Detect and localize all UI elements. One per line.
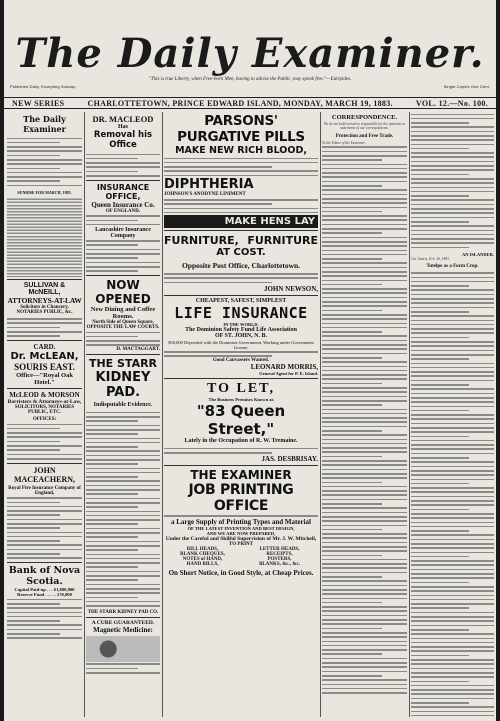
masthead-right-note: Single Copies One Cent. [443, 84, 490, 89]
to-let-heading: TO LET, [207, 381, 275, 397]
in-the-world: IN THE WORLD. [223, 321, 259, 327]
subscription-text [7, 136, 82, 188]
card-office: Office—"Royal Oak Hotel." [16, 372, 73, 387]
offices-label: OFFICES: [32, 417, 57, 423]
masthead [4, 4, 496, 100]
st-john: OF ST. JOHN, N. B. [214, 332, 267, 339]
firm-name: SULLIVAN & McNEILL, [23, 281, 66, 296]
to-editor: To the Editor of the Examiner: [322, 140, 366, 145]
insurance-office-heading: INSURANCE OFFICE, [96, 182, 150, 201]
short-notice: On Short Notice, in Good Style, at Cheap Prices. [168, 569, 314, 578]
queen-street-heading: "83 Queen Street," [196, 402, 286, 439]
now-prepared: AND WE ARE NOW PREPARED, [206, 531, 276, 537]
mcleod-line: SOLICITORS, NOTARIES PUBLIC, ETC. [14, 405, 75, 416]
column-5-body-top [411, 112, 494, 250]
premises-known: The Business Premises Known as [208, 397, 274, 403]
macleod-name: DR. MACLEOD [92, 114, 154, 124]
cheapest-safest: CHEAPEST, SAFEST, SIMPLEST [195, 297, 287, 304]
correspondence-disclaimer: We do not hold ourselves responsible for the opinions or statements of our correspondents. [323, 122, 406, 131]
sunrise-table-title: SUNRISE FOR MARCH, 1883. [17, 189, 72, 195]
masthead-motto: "This is true Liberty, when Free-born Men, having to advise the Public, may speak free."—Euripides. [148, 77, 352, 82]
of-england: OF ENGLAND. [105, 208, 141, 214]
column-2 [86, 112, 160, 717]
card-street: SOURIS EAST. [14, 362, 75, 373]
queen-insurance: Queen Insurance Co. [91, 200, 155, 209]
agent-line: Royal Fire Insurance Company of England, [8, 485, 81, 496]
date-line: Cal. Sauris, Feb. 26, 1883. [411, 256, 450, 261]
medicine-illustration [86, 636, 160, 662]
starr-company: THE STARR KIDNEY PAD CO. [87, 609, 159, 615]
at-cost: AT COST. [216, 246, 266, 258]
masthead-small-print [10, 84, 490, 90]
make-hens-lay: MAKE HENS LAY [164, 215, 318, 228]
law-courts: OPPOSITE THE LAW COURTS. [86, 325, 160, 331]
masthead-left-note: Published Daily, Excepting Sunday. [10, 84, 76, 89]
parsons-pills-heading: PARSONS' PURGATIVE PILLS [177, 113, 305, 145]
series-label: NEW SERIES [12, 98, 65, 108]
proprietor: D. MACTAGGART. [116, 347, 160, 353]
correspondence-heading: CORRESPONDENCE. [331, 114, 398, 121]
newspaper-title: The Daily Examiner. [15, 30, 485, 77]
indisputable: Indisputable Evidence. [93, 402, 153, 409]
john-newson: JOHN NEWSON, [263, 284, 318, 293]
johnson-liniment: JOHNSON'S ANODYNE LINIMENT [164, 192, 246, 198]
column-4-correspondence [322, 112, 407, 717]
firm-title: ATTORNEYS-AT-LAW [7, 295, 82, 305]
print-item: NOTES of HAND, [182, 557, 223, 563]
card-name: Dr. McLEAN, [10, 351, 79, 363]
dateline-bar [4, 97, 496, 109]
furniture-row [164, 234, 318, 247]
tutelpe-subheading: Tutelpe as a Form Crop. [426, 263, 479, 269]
new-dining: New Dining and Coffee Rooms. [90, 306, 156, 321]
column-5-body [411, 271, 494, 717]
furniture-word-2: FURNITURE [247, 233, 318, 247]
north-side: North Side of Queen Square, [92, 320, 154, 326]
bank-capital: Capital Paid-up . . . $1,000,000 [14, 587, 75, 593]
correspondence-body [322, 145, 407, 695]
kidney-pad-heading: KIDNEY PAD. [95, 370, 151, 401]
leonard-morris: LEONARD MORRIS, [250, 363, 318, 372]
paper-name-heading: The Daily Examiner [23, 114, 66, 134]
magnetic-medicine: Magnetic Medicine: [93, 625, 153, 634]
firm-line-2: NOTARIES PUBLIC, &c. [16, 309, 73, 315]
print-item: BLANK CHEQUES, [180, 552, 225, 558]
print-item: BLANKS, &c., &c. [259, 562, 300, 568]
job-printing-heading: JOB PRINTING OFFICE [188, 481, 294, 514]
print-items-grid [164, 547, 318, 567]
mcleod-firm: McLEOD & MORSON [9, 391, 80, 400]
parsons-subheading: MAKE NEW RICH BLOOD, [175, 145, 307, 156]
dominion-association: The Dominion Safety Fund Life Association [185, 326, 297, 333]
protection-heading: Protection and Free Trade. [335, 133, 394, 139]
columns-area [4, 112, 496, 717]
desbrisay: JAS. DESBRISAY. [261, 454, 318, 463]
good-canvassers: Good Canvassers Wanted. [212, 358, 270, 364]
macgern-name: JOHN MACEACHERN, [13, 465, 76, 484]
firm-line: Solicitors in Chancery, [20, 304, 69, 310]
bank-name: Bank of Nova Scotia. [8, 565, 81, 588]
mcleod-title: Barristers & Attorneys-at-Law, [7, 399, 82, 406]
column-3-ads [164, 112, 318, 717]
furniture-word-1: FURNITURE, [164, 233, 239, 247]
sunrise-table [7, 197, 82, 277]
occupation-note: Lately in the Occupation of R. W. Tremaine. [184, 438, 298, 445]
deposit-note: $50,000 Deposited with the Dominion Government, Working under Government License. [168, 339, 314, 350]
bank-reserve: Reserve Fund . . . . . 270,000 [17, 592, 72, 598]
morris-title: General Agent for P. E. Island. [259, 371, 318, 377]
place-date: CHARLOTTETOWN, PRINCE EDWARD ISLAND, MONDAY, MARCH 19, 1883. [87, 98, 393, 108]
diphtheria-heading: DIPHTHERIA [164, 177, 254, 193]
under-supervision: Under the Careful and Skilful Supervision of Mr. J. W. Mitchell, [165, 536, 317, 543]
signature: AN ISLANDER. [461, 251, 494, 257]
to-print: TO PRINT [229, 542, 253, 548]
latest-invention: OF THE LATEST INVENTION AND BEST DESIGN, [187, 526, 295, 532]
column-1 [7, 112, 82, 717]
print-item: HAND BILLS, [186, 562, 219, 568]
now-opened-heading: NOW OPENED [95, 278, 151, 307]
column-5 [411, 112, 494, 717]
cure-guaranteed: A CURE GUARANTEED. [91, 619, 155, 626]
print-item: LETTER HEADS, [259, 547, 300, 553]
large-supply: a Large Supply of Printing Types and Material [171, 518, 311, 527]
print-item: BILL HEADS, [186, 547, 219, 553]
card-heading: CARD. [33, 343, 56, 352]
examiner-heading: THE EXAMINER [190, 467, 292, 482]
volume-number: VOL. 12.—No. 100. [415, 98, 488, 108]
macleod-removal: Removal his Office [93, 130, 153, 150]
macleod-has: Has [117, 124, 128, 130]
print-item: POSTERS, [267, 557, 292, 563]
print-item: RECEIPTS, [266, 552, 293, 558]
lancashire-insurance: Lancashire Insurance Company [95, 226, 151, 239]
starr-heading: THE STARR [88, 357, 158, 371]
newspaper-page [4, 0, 496, 721]
opposite-post-office: Opposite Post Office, Charlottetown. [181, 260, 301, 270]
life-insurance-heading: LIFE INSURANCE [174, 303, 308, 322]
